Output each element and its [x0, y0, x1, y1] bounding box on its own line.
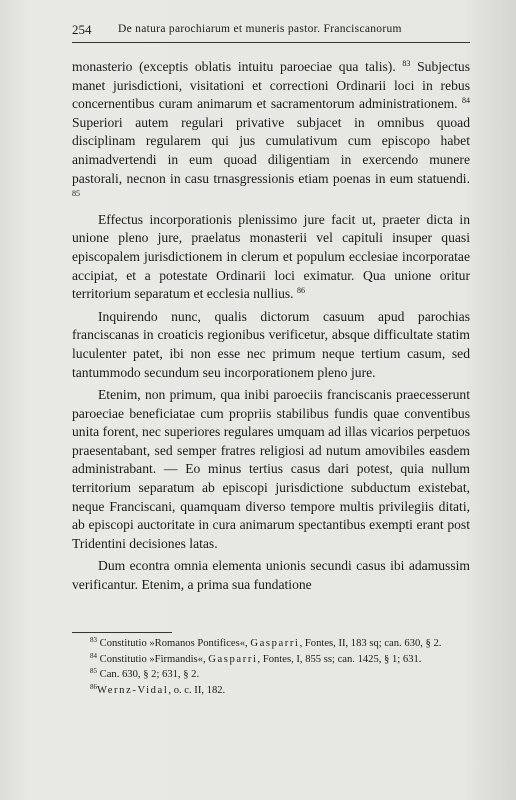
paragraph	[72, 308, 470, 382]
footnote	[72, 683, 470, 699]
author-name: Wernz-Vidal	[97, 684, 169, 696]
text-run: Inquirendo nunc, qualis dictorum casuum apud parochias franciscanas in croaticis regionibus verificetur, absque difficultate statim luculenter patet, ibi non esse nec primum neque tertium casum, sed tantummodo secundum seu incorporationem pleno jure.	[72, 308, 470, 380]
footnote-number: 86	[90, 682, 97, 691]
footnote	[72, 636, 470, 652]
text-run: , Fontes, I, 855 ss; can. 1425, § 1; 631.	[257, 653, 422, 665]
footnote-ref: 85	[72, 189, 80, 199]
footnote-ref: 83	[402, 59, 411, 68]
text-run: Effectus incorporationis plenissimo jure facit ut, praeter dicta in unione pleno jure, praelatus monasterii vel capituli insuper quasi episcopalem jurisdictionem in clerum et populum ecclesiae incorporatae accipiat, et a potestate Ordinarii loci eximatur. Qua unione oritur territorium separatum et ecclesia nullius.	[72, 211, 470, 302]
footnote	[72, 652, 470, 668]
footnote-number: 83	[90, 636, 97, 644]
text-run: Superiori autem regulari privative subjacet in omnibus quoad disciplinam regularem qui jus cumulativum cum episcopo habet animadvertendi in eum quoad diligentiam in exercendo munere pastorali, necnon in casu trnasgressionis etiam poenas in eum statuendi.	[72, 114, 470, 186]
footnote-number: 85	[90, 667, 97, 676]
paragraph	[72, 58, 470, 207]
footnote-ref: 84	[462, 96, 470, 106]
running-title: De natura parochiarum et muneris pastor. Franciscanorum	[118, 23, 402, 35]
paragraph	[72, 386, 470, 553]
footnote	[72, 667, 470, 683]
footnotes	[72, 636, 470, 698]
text-run: monasterio (exceptis oblatis intuitu paroeciae qua talis).	[72, 59, 403, 74]
text-run: Constitutio »Romanos Pontifices«,	[97, 638, 251, 649]
page-header	[72, 22, 472, 40]
page-number: 254	[72, 22, 92, 37]
footnote-rule	[72, 632, 172, 633]
text-run: Etenim, non primum, qua inibi paroeciis franciscanis praecesserunt paroeciae beneficiatae cum propriis stabilibus fundis quae conventibus unita forent, nec superiores regulares umquam ad illas vicarios perpetuos praesentabant, sed semper fratres religiosi ad nutum amovibiles easdem administrabant. — Eo minus tertius casus dari potest, quia nullum territorium separatum ab episcopi jurisdictione subductum existebat, neque Franciscani, quamquam diverso tempore multis privilegiis ditati, ab episcopi auctoritate in cura animarum spectantibus exempti erant post Tridentini decisiones latas.	[72, 387, 470, 551]
text-run: Subjectus manet jurisdictioni, visitationi et correctioni Ordinarii loci in rebus concernentibus curam animarum et sacramentorum administrationem.	[72, 59, 470, 112]
paragraph	[72, 557, 470, 594]
header-rule	[72, 42, 470, 43]
footnote-number: 84	[90, 651, 97, 660]
author-name: Gasparri	[208, 653, 258, 665]
text-run: , Fontes, II, 183 sq; can. 630, § 2.	[299, 638, 442, 649]
text-run: , o. c. II, 182.	[168, 684, 226, 696]
text-run: Constitutio »Firmandis«,	[97, 653, 209, 665]
text-run: Dum econtra omnia elementa unionis secundi casus ibi adamussim verificantur. Etenim, a prima sua fundatione	[72, 558, 470, 593]
footnote-ref: 86	[296, 286, 305, 296]
text-run: Can. 630, § 2; 631, § 2.	[97, 669, 200, 681]
paragraph	[72, 211, 470, 304]
body-text	[72, 58, 470, 595]
author-name: Gasparri	[250, 638, 300, 649]
